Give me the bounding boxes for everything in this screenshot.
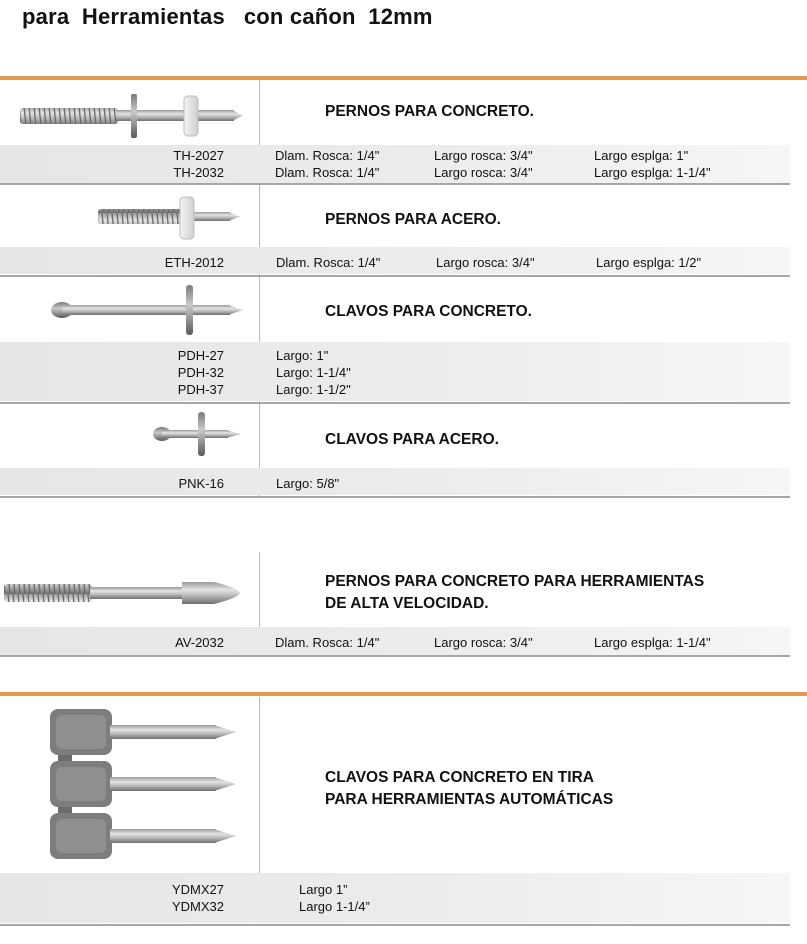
spec-diameter: Dlam. Rosca: 1/4" [275,148,380,163]
spec-thread-length: Largo rosca: 3/4" [434,635,533,650]
row-divider [0,496,790,498]
spec-length: Largo: 1" [276,348,329,363]
short-threaded-stud-icon [96,193,241,243]
section-title-line1: PERNOS PARA CONCRETO PARA HERRAMIENTAS [325,573,705,590]
section-title: PERNOS PARA CONCRETO. [325,103,534,120]
spec-thread-length: Largo rosca: 3/4" [436,255,535,270]
spec-length: Largo: 1-1/4" [276,365,351,380]
section-title: CLAVOS PARA ACERO. [325,431,499,448]
table-row [0,381,790,398]
row-divider [0,655,790,657]
spec-length: Largo: 1-1/2" [276,382,351,397]
short-nail-icon [152,410,242,458]
table-row [0,898,790,915]
table-row [0,881,790,898]
orange-divider [0,692,807,696]
table-row [0,475,790,492]
product-code: TH-2027 [173,148,224,163]
long-nail-icon [50,281,244,337]
product-section-pernos-concreto [0,80,790,184]
spec-diameter: Dlam. Rosca: 1/4" [276,255,381,270]
spec-length: Largo: 5/8" [276,476,340,491]
table-row [0,634,790,651]
page-title: para Herramientas con cañon 12mm [22,4,433,29]
table-row [0,164,790,181]
product-code: AV-2032 [175,635,224,650]
spec-shank-length: Largo esplga: 1-1/4" [594,165,711,180]
product-section-alta-velocidad [0,552,790,656]
product-code: YDMX27 [171,882,224,897]
section-title-line1: CLAVOS PARA CONCRETO EN TIRA [325,769,594,786]
product-code: PNK-16 [178,476,224,491]
section-title-line2: DE ALTA VELOCIDAD. [325,595,489,612]
product-code: PDH-32 [177,365,224,380]
product-section-clavos-acero [0,404,790,496]
column-divider [259,697,260,873]
table-row [0,254,790,271]
table-row [0,347,790,364]
product-section-clavos-tira [0,697,790,927]
spec-thread-length: Largo rosca: 3/4" [434,165,533,180]
product-code: PDH-27 [177,348,224,363]
spec-diameter: Dlam. Rosca: 1/4" [275,635,380,650]
product-code: PDH-37 [177,382,224,397]
product-code: ETH-2012 [164,255,224,270]
spec-thread-length: Largo rosca: 3/4" [434,148,533,163]
collated-nail-strip-icon [44,705,239,867]
product-section-clavos-concreto [0,277,790,402]
spec-length: Largo 1-1/4” [299,899,370,914]
section-title: PERNOS PARA ACERO. [325,211,501,228]
section-title-line2: PARA HERRAMIENTAS AUTOMÁTICAS [325,791,614,808]
table-row [0,364,790,381]
spec-shank-length: Largo esplga: 1/2" [596,255,702,270]
section-title: CLAVOS PARA CONCRETO. [325,303,532,320]
table-row [0,147,790,164]
spec-shank-length: Largo esplga: 1-1/4" [594,635,711,650]
spec-shank-length: Largo esplga: 1" [594,148,689,163]
product-code: TH-2032 [173,165,224,180]
product-section-pernos-acero [0,185,790,275]
threaded-stud-with-washer-icon [18,86,243,144]
high-velocity-stud-icon [2,574,242,614]
spec-diameter: Dlam. Rosca: 1/4" [275,165,380,180]
spec-length: Largo 1” [299,882,348,897]
product-code: YDMX32 [171,899,224,914]
row-divider [0,924,790,926]
